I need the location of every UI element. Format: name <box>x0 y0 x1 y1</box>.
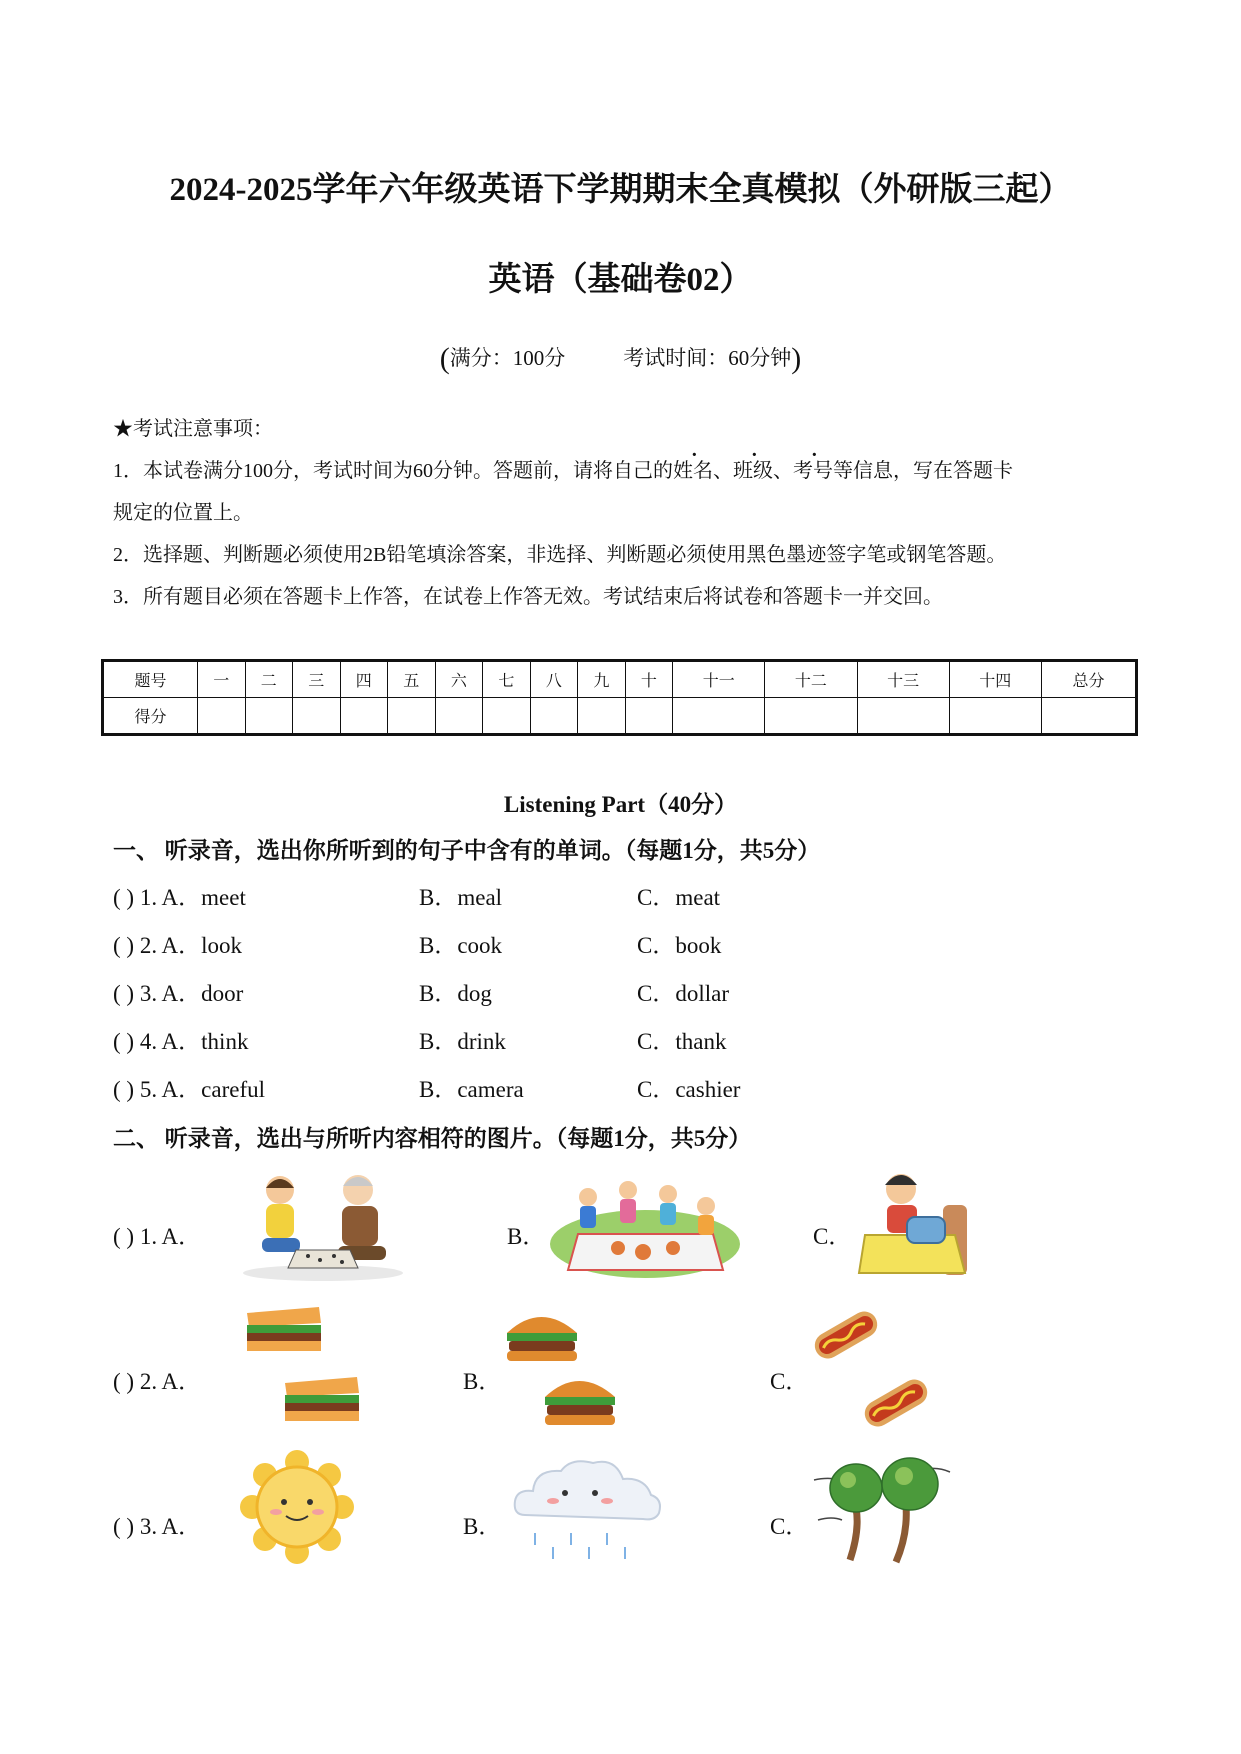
score-cell: 十一 <box>673 661 765 698</box>
question-option-c[interactable]: C．cashier <box>637 1077 741 1102</box>
score-cell: 总分 <box>1041 661 1136 698</box>
full-marks: 满分：100分 <box>449 346 566 370</box>
score-input-cell[interactable] <box>293 698 341 735</box>
score-input-cell[interactable] <box>197 698 245 735</box>
score-cell: 五 <box>388 661 436 698</box>
score-input-cell[interactable] <box>857 698 949 735</box>
exam-notes <box>113 415 1133 611</box>
section-1-heading: 一、 听录音，选出你所听到的句子中含有的单词。（每题1分，共5分） <box>113 838 821 863</box>
page-title: 2024-2025学年六年级英语下学期期末全真模拟（外研版三起） <box>169 172 1072 208</box>
sandwich-icon[interactable] <box>243 1305 363 1435</box>
score-table-header-row <box>103 661 1137 698</box>
question-row <box>0 879 1241 909</box>
notes-heading: ★考试注意事项： <box>113 418 273 440</box>
exam-time: 考试时间：60分钟 <box>623 346 792 370</box>
option-c-label[interactable]: C． <box>770 1514 809 1539</box>
score-input-cell[interactable] <box>483 698 531 735</box>
picnic-icon[interactable] <box>548 1172 743 1282</box>
question-option-a[interactable]: ( ) 3. A．door <box>113 981 244 1006</box>
score-cell: 四 <box>340 661 388 698</box>
question-option-b[interactable]: B．cook <box>419 933 503 958</box>
score-cell: 一 <box>197 661 245 698</box>
emph-name: 姓名 <box>673 460 713 482</box>
option-b-label[interactable]: B． <box>463 1369 502 1394</box>
section-2-heading: 二、 听录音，选出与所听内容相符的图片。（每题1分，共5分） <box>113 1126 752 1151</box>
question-option-c[interactable]: C．dollar <box>637 981 729 1006</box>
score-cell: 三 <box>293 661 341 698</box>
score-cell: 十三 <box>857 661 949 698</box>
score-input-cell[interactable] <box>949 698 1041 735</box>
option-c-label[interactable]: C． <box>813 1224 852 1249</box>
question-option-a[interactable]: ( ) 5. A．careful <box>113 1077 265 1102</box>
picture-question-label[interactable]: ( ) 1. A． <box>113 1224 202 1249</box>
score-cell: 题号 <box>103 661 198 698</box>
question-option-c[interactable]: C．meat <box>637 885 721 910</box>
question-option-b[interactable]: B．drink <box>419 1029 506 1054</box>
score-input-cell[interactable] <box>578 698 626 735</box>
score-input-cell[interactable] <box>530 698 578 735</box>
question-row <box>0 975 1241 1005</box>
close-paren: ) <box>791 342 802 375</box>
page-subtitle: 英语（基础卷02） <box>488 262 753 298</box>
score-table-score-row <box>103 698 1137 735</box>
picture-question-label[interactable]: ( ) 2. A． <box>113 1369 202 1394</box>
question-row <box>0 1071 1241 1101</box>
grandpa-chess-icon[interactable] <box>238 1168 408 1283</box>
score-cell: 九 <box>578 661 626 698</box>
question-row <box>0 927 1241 957</box>
hamburger-icon[interactable] <box>503 1305 623 1435</box>
exam-info <box>0 342 1241 376</box>
score-input-cell[interactable] <box>388 698 436 735</box>
emph-class: 班级 <box>733 460 773 482</box>
score-label-cell: 得分 <box>103 698 198 735</box>
note-item-2: 2．选择题、判断题必须使用2B铅笔填涂答案，非选择、判断题必须使用黑色墨迹签字笔或钢笔答题。 <box>113 544 1007 566</box>
note-item-1: 1．本试卷满分100分，考试时间为60分钟。答题前，请将自己的姓名、班级、考号等信息，写在答题卡 <box>113 460 1013 482</box>
question-option-b[interactable]: B．camera <box>419 1077 524 1102</box>
option-c-label[interactable]: C． <box>770 1369 809 1394</box>
score-cell: 十二 <box>765 661 857 698</box>
note-item-3: 3．所有题目必须在答题卡上作答，在试卷上作答无效。考试结束后将试卷和答题卡一并交回。 <box>113 586 943 608</box>
question-option-a[interactable]: ( ) 2. A．look <box>113 933 243 958</box>
score-input-cell[interactable] <box>340 698 388 735</box>
score-cell: 十四 <box>949 661 1041 698</box>
score-input-cell[interactable] <box>673 698 765 735</box>
picture-question-label[interactable]: ( ) 3. A． <box>113 1514 202 1539</box>
listening-part-title: Listening Part（40分） <box>503 792 738 817</box>
score-cell: 七 <box>483 661 531 698</box>
score-input-cell[interactable] <box>245 698 293 735</box>
question-option-c[interactable]: C．thank <box>637 1029 727 1054</box>
question-row <box>0 1023 1241 1053</box>
boy-packing-icon[interactable] <box>855 1165 975 1283</box>
option-b-label[interactable]: B． <box>463 1514 502 1539</box>
question-option-c[interactable]: C．book <box>637 933 722 958</box>
question-option-a[interactable]: ( ) 1. A．meet <box>113 885 246 910</box>
note-item-1-cont: 规定的位置上。 <box>113 502 253 524</box>
score-cell: 二 <box>245 661 293 698</box>
hotdog-icon[interactable] <box>806 1300 936 1435</box>
score-input-cell[interactable] <box>765 698 857 735</box>
question-option-a[interactable]: ( ) 4. A．think <box>113 1029 249 1054</box>
windy-trees-icon[interactable] <box>812 1450 952 1570</box>
emph-id: 考号 <box>793 460 833 482</box>
score-input-cell[interactable] <box>435 698 483 735</box>
question-option-b[interactable]: B．dog <box>419 981 492 1006</box>
score-cell: 六 <box>435 661 483 698</box>
score-table <box>101 659 1138 736</box>
score-cell: 十 <box>625 661 673 698</box>
rain-cloud-icon[interactable] <box>505 1455 665 1570</box>
score-cell: 八 <box>530 661 578 698</box>
score-input-cell[interactable] <box>1041 698 1136 735</box>
open-paren: ( <box>439 342 450 375</box>
sun-icon[interactable] <box>240 1450 355 1565</box>
question-option-b[interactable]: B．meal <box>419 885 503 910</box>
score-input-cell[interactable] <box>625 698 673 735</box>
option-b-label[interactable]: B． <box>507 1224 546 1249</box>
